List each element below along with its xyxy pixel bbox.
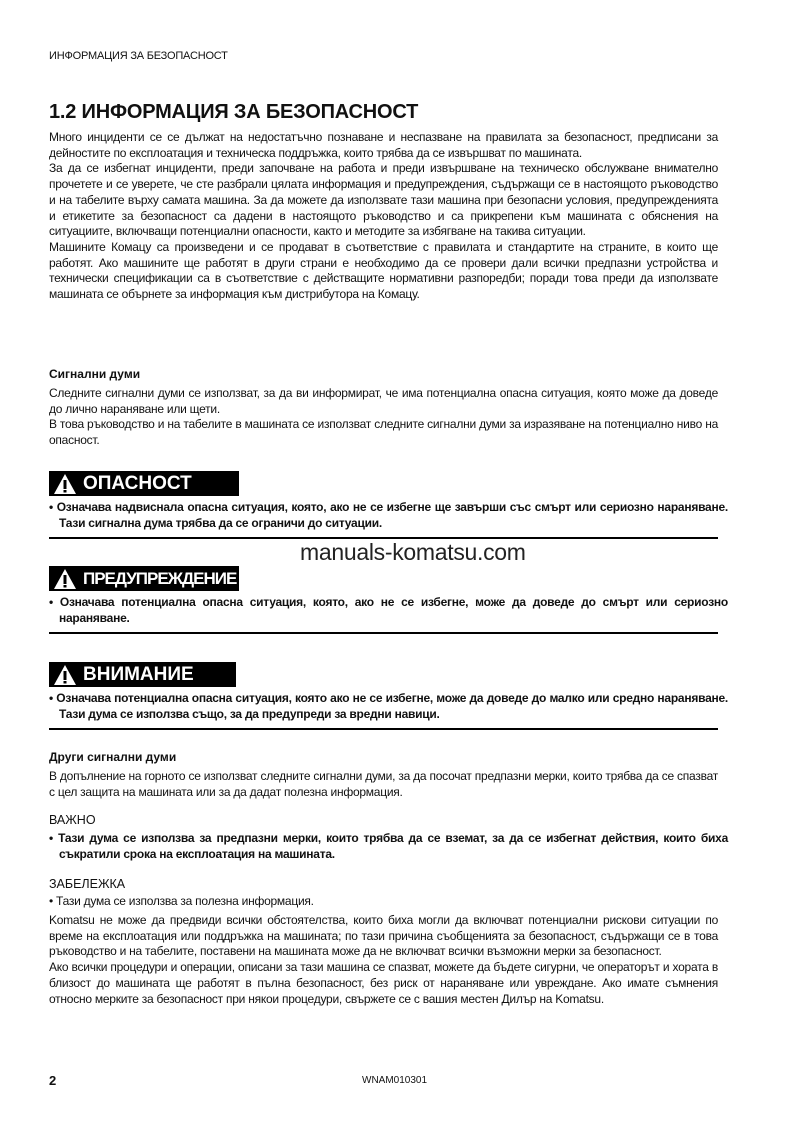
signal-words-paragraph: Следните сигнални думи се използват, за да ви информират, че има потенциална опасна ситуация, която може да доведе до лично нараняване или щети.: [49, 386, 718, 416]
note-description: • Тази дума се използва за полезна информация.: [49, 894, 314, 908]
caution-label: [49, 662, 236, 687]
intro-paragraph: За да се избегнат инциденти, преди започване на работа и преди извършване на техническо обслужване внимателно прочетете и се уверете, че сте разбрали цялата информация и предупреждения, съдържащи се в настоящото ръководство и на табелите върху самата машина. За да можете да използвате тази машина при безопасни условия, предупрежденията и етикетите за безопасност са дадени в настоящото ръководство и са прикрепени към машината с обяснения на ситуациите, включващи потенциални опасности, както и методите за избягване на такива ситуации.: [49, 161, 718, 239]
signal-words-paragraph: В това ръководство и на табелите в машината се използват следните сигнални думи за изразяване на потенциално ниво на опасност.: [49, 417, 718, 448]
page-number: 2: [49, 1073, 57, 1088]
caution-label-text: ВНИМАНИЕ: [83, 663, 194, 685]
note-heading: ЗАБЕЛЕЖКА: [49, 877, 126, 891]
warning-triangle-icon: [53, 568, 77, 590]
intro-section: [49, 130, 718, 303]
important-heading: ВАЖНО: [49, 813, 96, 827]
running-header: ИНФОРМАЦИЯ ЗА БЕЗОПАСНОСТ: [49, 50, 228, 62]
closing-paragraph: Komatsu не може да предвиди всички обстоятелства, които биха могли да включват потенциални рискови ситуации по време на експлоатация или поддръжка на машината; по тази причина съобщенията за безопасност, съдържащи се в това ръководство и на табелите, поставени на машината може да не включват всички възможни мерки за безопасност.: [49, 913, 718, 959]
intro-paragraph: Машините Комацу са произведени и се продават в съответствие с правилата и стандартите на страните, в които ще работят. Ако машините ще работят в други страни е необходимо да се провери дали всички предпазни устройства и технически спецификации са в съответствие с действащите нормативни разпоредби; поради това преди да използвате машината се обърнете за информация към дистрибутора на Комацу.: [49, 239, 718, 302]
divider: [49, 632, 718, 634]
warning-triangle-icon: [53, 664, 77, 686]
note-text: Тази дума се използва за полезна информация.: [56, 894, 314, 908]
document-code: WNAM010301: [362, 1075, 428, 1086]
caution-description: • Означава потенциална опасна ситуация, която ако не се избегне, може да доведе до малко или средно нараняване. Тази дума се използва също, за да предупреди за вредни навици.: [49, 691, 728, 721]
closing-section: [49, 913, 718, 1007]
warning-description: • Означава потенциална опасна ситуация, която, ако не се избегне, може да доведе до смърт или сериозно нараняване.: [49, 595, 728, 625]
watermark: manuals-komatsu.com: [300, 539, 526, 565]
caution-text: Означава потенциална опасна ситуация, която ако не се избегне, може да доведе до малко или средно нараняване. Тази дума се използва също, за да предупреди за вредни навици.: [56, 691, 728, 721]
important-text: Тази дума се използва за предпазни мерки, които трябва да се вземат, за да се избегнат действия, които биха съкратили срока на експлоатация на машината.: [58, 831, 728, 861]
important-description: • Тази дума се използва за предпазни мерки, които трябва да се вземат, за да се избегнат действия, които биха съкратили срока на експлоатация на машината.: [49, 831, 728, 861]
danger-text: Означава надвиснала опасна ситуация, която, ако не се избегне ще завърши със смърт или сериозно нараняване. Тази сигнална дума трябва да се ограничи до ситуации.: [56, 500, 728, 530]
warning-triangle-icon: [53, 473, 77, 495]
intro-paragraph: Много инциденти се се дължат на недостатъчно познаване и неспазване на правилата за безопасност, предписани за дейностите по експлоатация и техническа поддръжка, които трябва да се извършват по машината.: [49, 130, 718, 160]
other-signal-words-heading: Други сигнални думи: [49, 750, 177, 764]
danger-description: • Означава надвиснала опасна ситуация, която, ако не се избегне ще завърши със смърт или сериозно нараняване. Тази сигнална дума трябва да се ограничи до ситуации.: [49, 500, 728, 530]
divider: [49, 728, 718, 730]
warning-label: [49, 566, 239, 591]
danger-label-text: ОПАСНОСТ: [83, 472, 192, 494]
other-signal-words-paragraph: В допълнение на горното се използват следните сигнални думи, за да посочат предпазни мерки, които трябва да се спазват с цел защита на машината или за да дадат полезна информация.: [49, 769, 718, 799]
page-title: 1.2 ИНФОРМАЦИЯ ЗА БЕЗОПАСНОСТ: [49, 101, 419, 123]
warning-text: Означава потенциална опасна ситуация, която, ако не се избегне, може да доведе до смърт или сериозно нараняване.: [59, 595, 728, 625]
signal-words-heading: Сигнални думи: [49, 367, 141, 381]
warning-label-text: ПРЕДУПРЕЖДЕНИЕ: [83, 568, 237, 588]
signal-words-section: [49, 386, 718, 449]
closing-paragraph: Ако всички процедури и операции, описани за тази машина се спазват, можете да бъдете сигурни, че операторът и хората в близост до машината ще работят в пълна безопасност, без риск от нараняване или увреждане. Ако имате съмнения относно мерките за безопасност при някои процедури, свържете се с вашия местен Дилър на Komatsu.: [49, 960, 718, 1006]
danger-label: [49, 471, 239, 496]
